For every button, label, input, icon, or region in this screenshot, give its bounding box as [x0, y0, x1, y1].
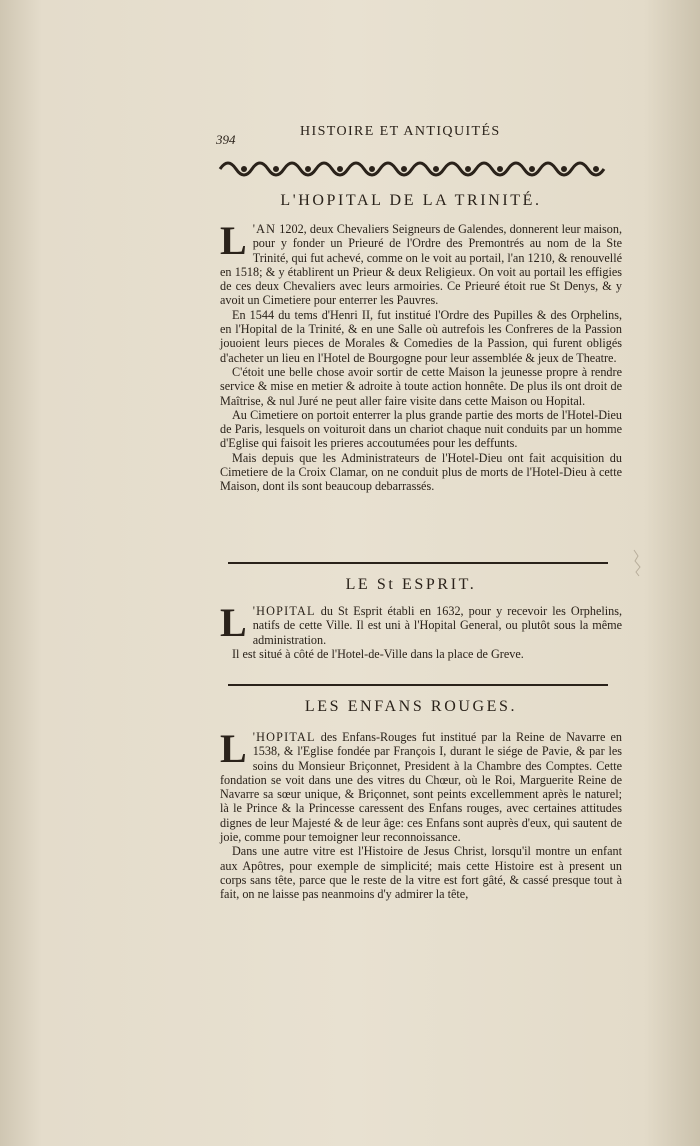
paragraph: Mais depuis que les Administrateurs de l'Hotel-Dieu ont fait acquisition du Cimetiere de la Croix Clamar, on ne conduit plus de morts de l'Hotel-Dieu à cette Maison, dont ils sont beaucoup debarrassés. [220, 450, 622, 494]
section-title-trinite: L'HOPITAL DE LA TRINITÉ. [280, 192, 542, 209]
paragraph: Au Cimetiere on portoit enterrer la plus grande partie des morts de l'Hotel-Dieu de Paris, lesquels on voituroit dans un chariot chaque nuit conduits par un homme d'Eglise qui faisoit les prieres accoutumées pour les deffunts. [220, 407, 622, 451]
lead-word: 'HOPITAL [252, 730, 316, 744]
paragraph [220, 600, 623, 647]
section-title-enfans-rouges: LES ENFANS ROUGES. [304, 698, 518, 715]
paragraph: Il est situé à côté de l'Hotel-de-Ville dans la place de Greve. [232, 646, 524, 661]
paragraph [220, 218, 623, 308]
running-head: HISTOIRE ET ANTIQUITÉS [300, 124, 501, 139]
section-divider [228, 684, 608, 686]
paragraph: Dans une autre vitre est l'Histoire de Jesus Christ, lorsqu'il montre un enfant aux Apôtres, pour exemple de simplicité; mais cette Histoire est à present un corps sans tête, parce que le reste de la vitre est fort gâté, & cassé presque tout à fait, on ne laisse pas neanmoins d'y admirer la tête, [220, 844, 622, 902]
section-title-saint-esprit: LE St ESPRIT. [345, 576, 477, 593]
paragraph-text: des Enfans-Rouges fut institué par la Reine de Navarre en 1538, & l'Eglise fondée par François I, durant le siége de Pavie, & par les soins du Monsieur Briçonnet, President à la Chambre des Comptes. Cette fondation se voit dans une des vitres du Chœur, où le Roi, Marguerite Reine de Navarre sa sœur unique, & Briçonnet, sont peints excellemment après le naturel; là le Prince & la Princesse caressent des Enfans rouges, avec certaines attitudes dignes de leur Majesté & de leur âge: ces Enfans sont auprès d'eux, qui sautent de joie, comme pour temoigner leur reconnoissance. [220, 730, 622, 845]
drop-cap: L [220, 600, 247, 645]
lead-word: 'HOPITAL [252, 604, 316, 618]
margin-smudge [632, 548, 642, 578]
section-body-saint-esprit [220, 600, 623, 661]
section-divider [228, 562, 608, 564]
paragraph-text: 1202, deux Chevaliers Seigneurs de Galendes, donnerent leur maison, pour y fonder un Prieuré de l'Ordre des Premontrés au nom de la Ste Trinité, qui fut achevé, comme on le voit au portail, l'an 1210, & renouvellé en 1518; & y établirent un Prieur & deux Religieux. On voit au portail les effigies de ces deux Chevaliers avec leurs armoiries. Ce Prieuré étoit rue St Denys, & y avoit un Cimetiere pour enterrer les Pauvres. [220, 222, 623, 308]
drop-cap: L [220, 726, 247, 771]
section-body-enfans-rouges [220, 726, 622, 902]
page-number: 394 [216, 132, 236, 147]
lead-word: 'AN [252, 222, 277, 236]
paragraph: C'étoit une belle chose avoir sortir de cette Maison la jeunesse propre à rendre service & mise en metier & adroite à toute action honnête. De plus ils ont droit de Maîtrise, & nul Juré ne peut aller faire visite dans cette Maison ou Hopital. [220, 364, 622, 408]
ornamental-headpiece [214, 153, 608, 185]
paragraph [220, 726, 622, 845]
paragraph-text: du St Esprit établi en 1632, pour y recevoir les Orphelins, natifs de cette Ville. Il est uni à l'Hopital General, ou plutôt sous la même administration. [252, 604, 623, 647]
drop-cap: L [220, 218, 247, 263]
section-body-trinite [220, 218, 623, 494]
paragraph: En 1544 du tems d'Henri II, fut institué l'Ordre des Pupilles & des Orphelins, en l'Hopital de la Trinité, & en une Salle où autrefois les Confreres de la Passion jouoient leurs pieces de Morales & Comedies de la Passion, qui furent obligés d'acheter un lieu en l'Hotel de Bourgogne pour leur assemblée & jeux de Theatre. [220, 307, 622, 365]
